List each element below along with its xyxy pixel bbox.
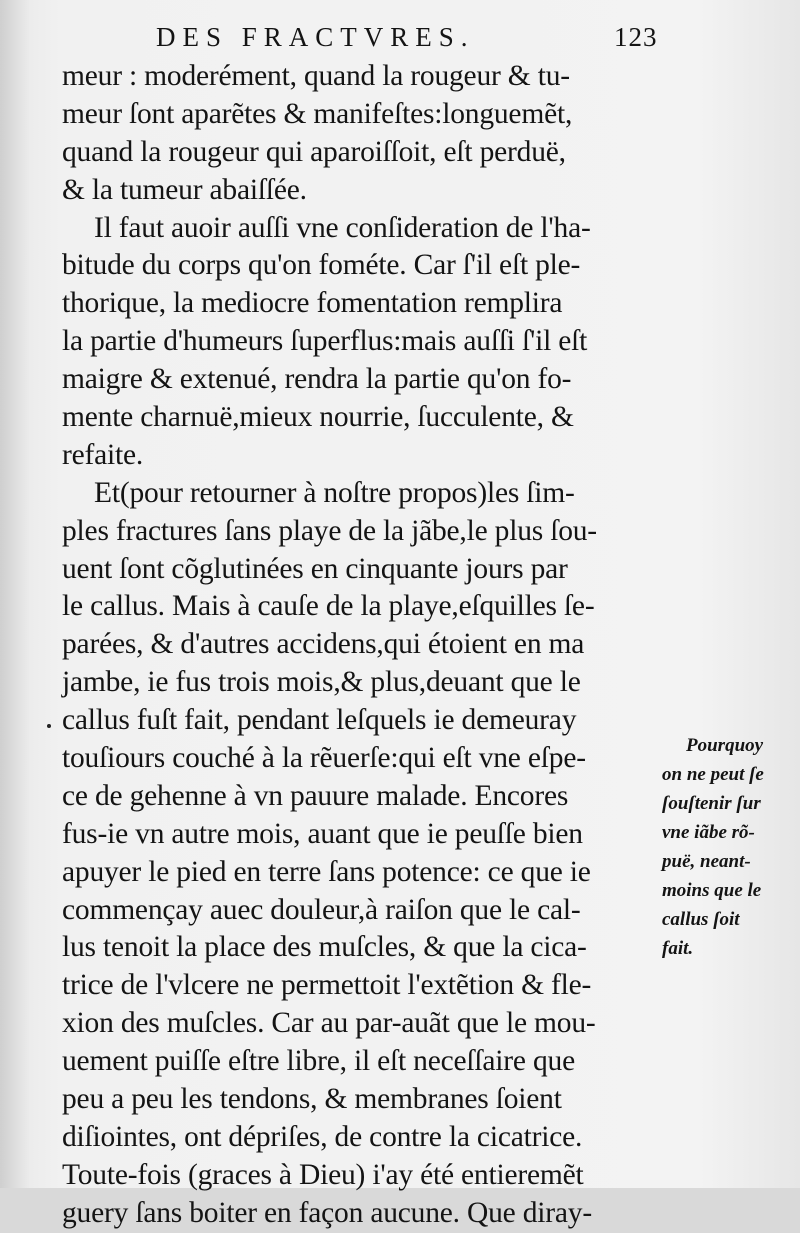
text-line: Toute-fois (graces à Dieu) i'ay été entieremẽt (62, 1158, 584, 1191)
text-line: commençay auec douleur,à raiſon que le cal- (62, 893, 581, 926)
margin-note-line: puë, neant- (662, 851, 751, 872)
page-header (156, 22, 656, 52)
text-line: quand la rougeur qui aparoiſſoit, eſt perduë, (62, 135, 566, 168)
text-line: parées, & d'autres accidens,qui étoient en ma (62, 628, 585, 661)
text-line: uement puiſſe eſtre libre, il eſt neceſſaire que (62, 1045, 575, 1078)
text-line: refaite. (62, 438, 144, 471)
margin-note-line: vne iãbe rõ- (662, 822, 755, 843)
text-line: meur : moderément, quand la rougeur & tu- (62, 60, 570, 92)
ink-speck (47, 724, 51, 728)
text-line: ce de gehenne à vn pauure malade. Encores (62, 779, 569, 812)
text-line: & la tumeur abaiſſée. (62, 173, 307, 206)
text-line: trice de l'vlcere ne permettoit l'extẽtion & fle- (62, 969, 592, 1002)
margin-note (662, 731, 798, 963)
text-line: callus fuſt fait, pendant leſquels ie demeuray (62, 704, 577, 737)
text-line: maigre & extenué, rendra la partie qu'on fo- (62, 363, 572, 396)
page-number: 123 (614, 22, 658, 52)
text-line: uent ſont cõglutinées en cinquante jours par (62, 552, 568, 585)
text-line: touſiours couché à la rẽuerſe:qui eſt vne eſpe- (62, 742, 586, 775)
margin-note-line: on ne peut ſe (662, 764, 764, 785)
text-line: lus tenoit la place des muſcles, & que la cica- (62, 931, 587, 964)
text-line: le callus. Mais à cauſe de la playe,eſquilles ſe- (62, 590, 595, 623)
text-line: ples fractures ſans playe de la jãbe,le plus ſou- (62, 514, 597, 547)
text-line: fus-ie vn autre mois, auant que ie peuſſe bien (62, 817, 583, 850)
margin-note-line: callus ſoit (662, 909, 740, 930)
text-line: meur ſont aparẽtes & manifeſtes:longuemẽt, (62, 97, 573, 130)
body-text (62, 58, 662, 1233)
text-line: peu a peu les tendons, & membranes ſoient (62, 1083, 562, 1116)
text-line: guery ſans boiter en façon aucune. Que diray- (62, 1196, 592, 1229)
text-line: bitude du corps qu'on fométe. Car ſ'il eſt ple- (62, 249, 581, 282)
text-line: Et(pour retourner à noſtre propos)les ſim- (94, 476, 575, 509)
text-line: mente charnuë,mieux nourrie, ſucculente, & (62, 401, 574, 434)
margin-note-line: ſouſtenir ſur (662, 793, 761, 814)
text-line: diſiointes, ont dépriſes, de contre la cicatrice. (62, 1120, 583, 1153)
margin-note-line: moins que le (662, 880, 762, 901)
text-line: apuyer le pied en terre ſans potence: ce que ie (62, 855, 591, 888)
margin-note-line: fait. (662, 938, 694, 959)
text-line: jambe, ie fus trois mois,& plus,deuant que le (62, 666, 581, 699)
text-line: la partie d'humeurs ſuperflus:mais auſſi ſ'il eſt (62, 325, 588, 358)
text-line: xion des muſcles. Car au par-auãt que le mou- (62, 1007, 596, 1040)
margin-note-line: Pourquoy (686, 735, 764, 756)
text-line: thorique, la mediocre fomentation remplira (62, 287, 563, 320)
text-line: Il faut auoir auſſi vne conſideration de l'ha- (94, 211, 591, 244)
running-head: DES FRACTVRES. (156, 22, 475, 52)
